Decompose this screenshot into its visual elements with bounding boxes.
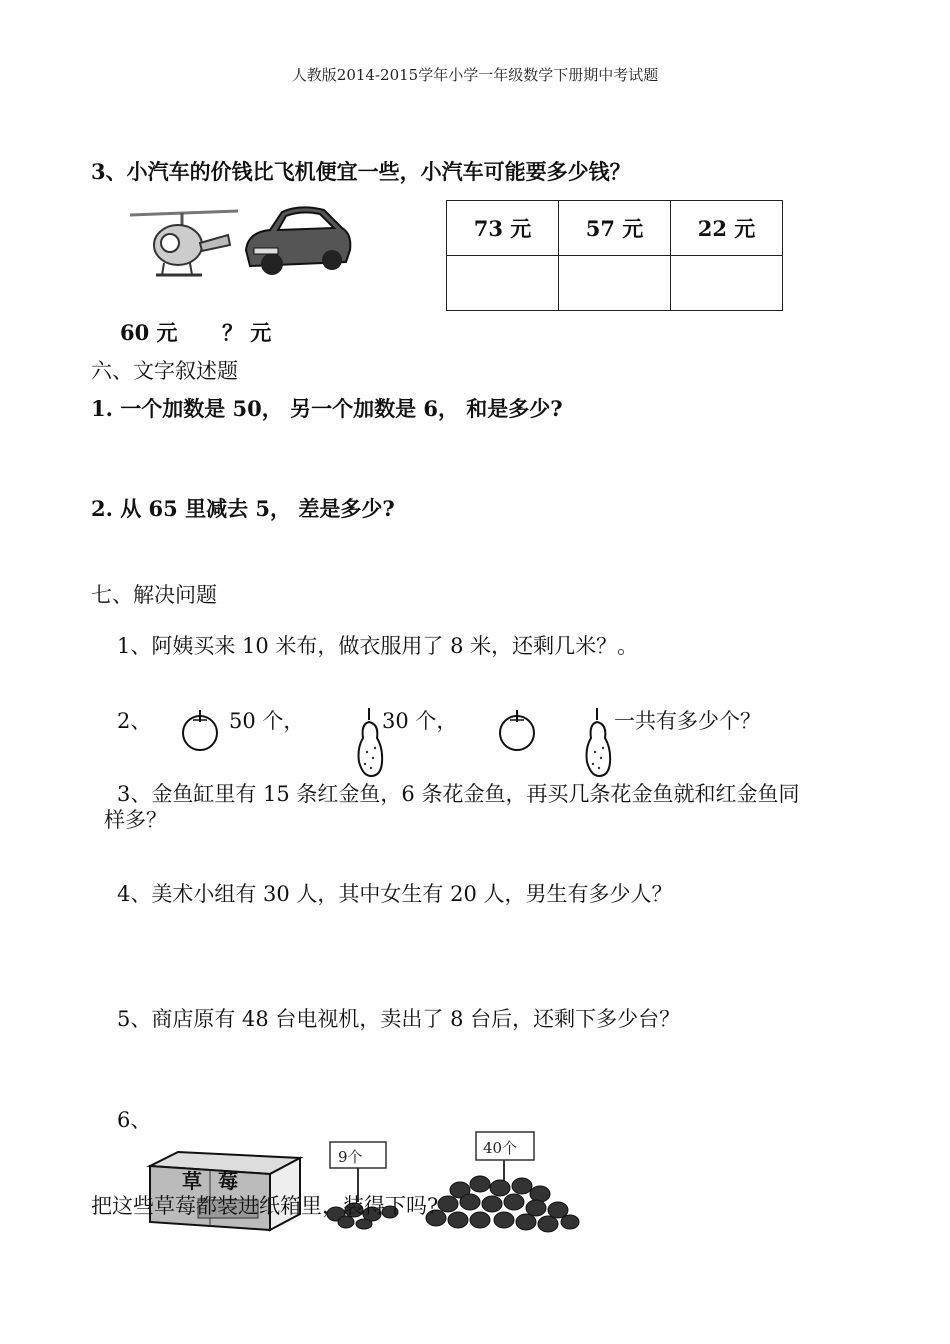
section-7-question-4: 4、美术小组有 30 人，其中女生有 20 人，男生有多少人？ <box>117 882 673 906</box>
section-7-heading: 七、解决问题 <box>91 583 217 607</box>
strawberry-box-label: 草莓 <box>182 1169 254 1193</box>
answer-cell-2[interactable] <box>559 256 671 311</box>
price-option-1: 73 元 <box>447 201 559 256</box>
answer-cell-1[interactable] <box>447 256 559 311</box>
pear-count-text: 30 个， <box>382 709 458 733</box>
apple-icon <box>181 708 219 752</box>
section-7-question-1: 1、阿姨买来 10 米布，做衣服用了 8 米，还剩几米？。 <box>117 634 639 658</box>
helicopter-image <box>130 203 240 283</box>
section-7-question-5: 5、商店原有 48 台电视机，卖出了 8 台后，还剩下多少台？ <box>117 1007 681 1031</box>
section-6-heading: 六、文字叙述题 <box>91 359 238 383</box>
answer-cell-3[interactable] <box>671 256 783 311</box>
section-7-question-6-number: 6、 <box>117 1108 152 1132</box>
pear-icon <box>355 708 385 778</box>
page-header: 人教版2014-2015学年小学一年级数学下册期中考试题 <box>291 66 659 84</box>
car-price-label: ？ 元 <box>222 320 272 345</box>
car-image <box>240 204 355 280</box>
price-options-table <box>446 200 783 311</box>
section-6-question-2: 2. 从 65 里减去 5， 差是多少? <box>91 496 395 521</box>
section-7-question-3-line-1: 3、金鱼缸里有 15 条红金鱼，6 条花金鱼，再买几条花金鱼就和红金鱼同 <box>117 782 800 806</box>
section-7-question-2-number: 2、 <box>117 709 152 733</box>
fruit-total-question: 一共有多少个？ <box>614 709 761 733</box>
small-pile-sign: 9个 <box>338 1148 363 1166</box>
price-option-3: 22 元 <box>671 201 783 256</box>
price-option-2: 57 元 <box>559 201 671 256</box>
apple-icon <box>498 708 536 752</box>
section-7-question-3-line-2: 样多？ <box>104 808 167 832</box>
pear-icon <box>583 708 613 778</box>
apple-count-text: 50 个， <box>229 709 305 733</box>
section-7-question-6-text: 把这些草莓都装进纸箱里，装得下吗? <box>91 1194 439 1218</box>
question-3-text: 3、小汽车的价钱比飞机便宜一些，小汽车可能要多少钱？ <box>91 159 631 184</box>
plane-price-label: 60 元 <box>120 320 178 345</box>
section-6-question-1: 1. 一个加数是 50， 另一个加数是 6， 和是多少? <box>91 396 563 421</box>
large-pile-sign: 40个 <box>483 1139 518 1157</box>
